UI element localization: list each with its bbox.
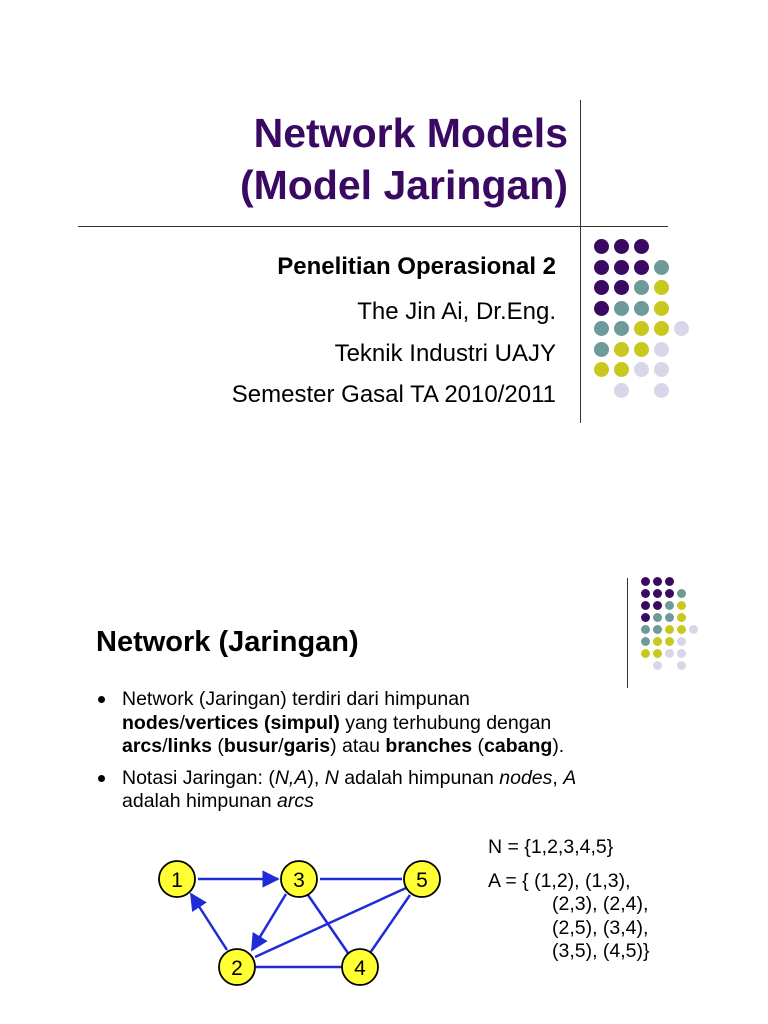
- italic-term: N,A: [274, 766, 308, 789]
- decorative-dot: [641, 601, 650, 610]
- slide-title-line-2: (Model Jaringan): [239, 162, 568, 208]
- decorative-dot: [654, 342, 669, 357]
- text: yang terhubung dengan: [339, 711, 552, 734]
- decorative-dot: [594, 321, 609, 336]
- decorative-dot: [634, 239, 649, 254]
- course-name: Penelitian Operasional 2: [277, 253, 556, 280]
- decorative-dot: [677, 637, 686, 646]
- slide-title-line-1: Network Models: [253, 110, 568, 156]
- italic-term: nodes: [499, 766, 553, 789]
- decorative-dot: [634, 362, 649, 377]
- decorative-dot: [677, 625, 686, 634]
- set-a-line-3: (2,5), (3,4),: [552, 916, 649, 939]
- edge-3-4: [308, 895, 348, 953]
- decorative-dot: [634, 260, 649, 275]
- vertical-divider: [580, 100, 581, 423]
- set-notation: [488, 836, 650, 964]
- decorative-dot: [674, 321, 689, 336]
- text: ,: [552, 766, 564, 789]
- decorative-dot: [653, 625, 662, 634]
- bullet-dot-icon: [98, 775, 105, 782]
- decorative-dot: [654, 301, 669, 316]
- decorative-dot: [653, 601, 662, 610]
- decorative-dot: [594, 362, 609, 377]
- text: ),: [307, 766, 325, 789]
- italic-term: N: [324, 766, 339, 789]
- edge-2-1: [191, 894, 227, 950]
- bullet-item-1: [98, 688, 678, 759]
- decorative-dot: [665, 649, 674, 658]
- bold-term: branches: [385, 735, 473, 757]
- decorative-dot: [665, 601, 674, 610]
- author-name: The Jin Ai, Dr.Eng.: [357, 298, 556, 325]
- set-a-line-1: A = { (1,2), (1,3),: [488, 869, 631, 892]
- decorative-dot: [654, 362, 669, 377]
- decorative-dot: [634, 321, 649, 336]
- decorative-dot: [653, 589, 662, 598]
- decorative-dot: [653, 649, 662, 658]
- node-1: [159, 861, 195, 897]
- decorative-dot: [665, 637, 674, 646]
- decorative-dot: [654, 280, 669, 295]
- decorative-dot: [594, 301, 609, 316]
- text: (: [211, 735, 224, 757]
- svg-text:1: 1: [171, 869, 183, 892]
- decorative-dot: [677, 613, 686, 622]
- decorative-dot: [665, 577, 674, 586]
- decorative-dot: [594, 342, 609, 357]
- decorative-dot: [654, 321, 669, 336]
- text: ) atau: [330, 735, 386, 757]
- text: adalah himpunan: [338, 766, 500, 789]
- bold-term: garis: [283, 735, 331, 757]
- decorative-dot: [614, 301, 629, 316]
- decorative-dot: [641, 577, 650, 586]
- decorative-dot: [614, 239, 629, 254]
- decorative-dot: [677, 601, 686, 610]
- decorative-dot: [653, 637, 662, 646]
- set-n: N = {1,2,3,4,5}: [488, 836, 614, 858]
- decorative-dot: [614, 383, 629, 398]
- bold-term: vertices (simpul): [184, 711, 340, 734]
- vertical-divider-small: [627, 578, 628, 688]
- decorative-dot: [594, 260, 609, 275]
- text: (: [472, 735, 485, 757]
- decorative-dot: [594, 239, 609, 254]
- text: /: [278, 735, 284, 757]
- decorative-dot: [654, 383, 669, 398]
- decorative-dot: [665, 589, 674, 598]
- decorative-dot: [677, 649, 686, 658]
- bold-term: cabang: [484, 735, 553, 757]
- edge-4-5: [370, 895, 410, 953]
- semester-text: Semester Gasal TA 2010/2011: [231, 381, 556, 408]
- decorative-dot: [653, 661, 662, 670]
- department-name: Teknik Industri UAJY: [334, 340, 556, 367]
- decorative-dot: [614, 321, 629, 336]
- text: Network (Jaringan) terdiri dari himpunan: [122, 688, 470, 710]
- decorative-dot: [665, 613, 674, 622]
- svg-text:5: 5: [416, 869, 428, 892]
- italic-term: A: [563, 766, 577, 789]
- decorative-dot: [634, 280, 649, 295]
- svg-text:4: 4: [354, 957, 366, 980]
- decorative-dot: [614, 280, 629, 295]
- decorative-dot: [641, 625, 650, 634]
- decorative-dot: [653, 613, 662, 622]
- bullet-list: [98, 688, 678, 822]
- section-title: Network (Jaringan): [96, 626, 359, 658]
- set-a-line-4: (3,5), (4,5)}: [552, 940, 650, 963]
- bold-term: nodes: [122, 711, 180, 734]
- edge-2-5: [255, 888, 406, 957]
- node-5: [404, 861, 440, 897]
- decorative-dot: [689, 625, 698, 634]
- bold-term: links: [167, 735, 212, 757]
- decorative-dot: [641, 637, 650, 646]
- decorative-dot: [653, 577, 662, 586]
- decorative-dot: [654, 260, 669, 275]
- decorative-dot: [634, 301, 649, 316]
- text: adalah himpunan: [122, 790, 278, 812]
- node-3: [281, 861, 317, 897]
- decorative-dot: [677, 661, 686, 670]
- node-2: [219, 949, 255, 985]
- set-a-line-2: (2,3), (2,4),: [552, 893, 649, 916]
- decorative-dot: [641, 649, 650, 658]
- decorative-dot: [641, 613, 650, 622]
- decorative-dot: [634, 342, 649, 357]
- bullet-dot-icon: [98, 696, 105, 703]
- text: /: [179, 711, 185, 734]
- text: Notasi Jaringan: (: [122, 766, 275, 789]
- edge-3-2: [252, 894, 286, 950]
- svg-text:2: 2: [231, 957, 243, 980]
- text: /: [162, 735, 168, 757]
- decorative-dot: [614, 260, 629, 275]
- decorative-dot: [677, 589, 686, 598]
- decorative-dot: [614, 362, 629, 377]
- decorative-dot: [665, 625, 674, 634]
- bold-term: arcs: [122, 735, 163, 757]
- node-4: [342, 949, 378, 985]
- bold-term: busur: [223, 735, 279, 757]
- decorative-dot: [594, 280, 609, 295]
- decorative-dot: [641, 589, 650, 598]
- svg-text:3: 3: [293, 869, 305, 892]
- text: ).: [552, 735, 565, 757]
- horizontal-divider: [78, 226, 668, 227]
- network-graph: [140, 840, 460, 1000]
- decorative-dot: [614, 342, 629, 357]
- italic-term: arcs: [277, 790, 314, 812]
- bullet-item-2: [98, 767, 678, 814]
